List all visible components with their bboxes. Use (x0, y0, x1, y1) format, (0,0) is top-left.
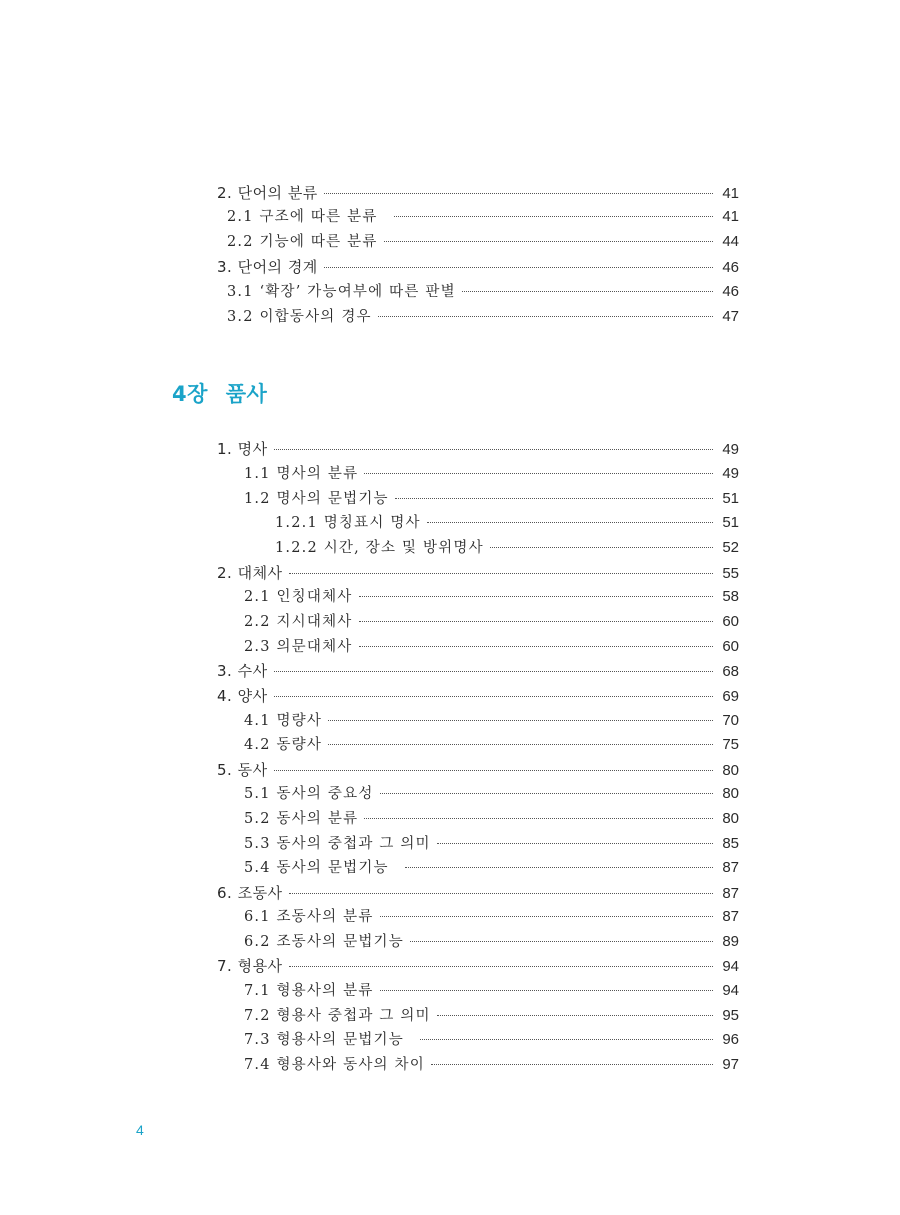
toc-entry-label: 3. 수사 (217, 662, 268, 680)
toc-entry-label: 2.1 구조에 따른 분류 (227, 209, 378, 225)
toc-entry-page: 60 (722, 613, 739, 630)
toc-entry-page: 41 (722, 208, 739, 225)
toc-entry[interactable] (227, 305, 739, 329)
toc-entry[interactable] (244, 585, 739, 609)
toc-entry[interactable] (217, 954, 739, 978)
toc-entry-label: 6.2 조동사의 문법기능 (244, 934, 404, 950)
dot-leader (490, 547, 713, 548)
dot-leader (359, 621, 713, 622)
dot-leader (274, 770, 713, 771)
dot-leader (410, 941, 713, 942)
toc-entry-page: 85 (722, 835, 739, 852)
dot-leader (289, 573, 713, 574)
dot-leader (395, 498, 713, 499)
dot-leader (437, 1015, 713, 1016)
toc-entry-label: 2.1 인칭대체사 (244, 589, 353, 605)
dot-leader (324, 267, 713, 268)
toc-entry-page: 87 (722, 885, 739, 902)
toc-entry-page: 60 (722, 638, 739, 655)
toc-entry-label: 4.2 동량사 (244, 737, 323, 753)
toc-entry-page: 97 (722, 1056, 739, 1073)
toc-entry[interactable] (227, 280, 739, 304)
dot-leader (420, 1039, 713, 1040)
toc-entry-label: 2. 대체사 (217, 564, 283, 582)
toc-entry-label: 5.2 동사의 분류 (244, 811, 359, 827)
toc-entry[interactable] (244, 487, 739, 511)
dot-leader (462, 291, 713, 292)
toc-entry[interactable] (217, 561, 739, 585)
toc-entry-page: 58 (722, 588, 739, 605)
dot-leader (274, 696, 713, 697)
toc-entry-label: 3.1 ‘확장’ 가능여부에 따른 판별 (227, 284, 456, 300)
toc-entry-label: 2.2 지시대체사 (244, 614, 353, 630)
toc-entry-page: 49 (722, 465, 739, 482)
toc-entry-page: 80 (722, 810, 739, 827)
toc-entry-label: 3. 단어의 경계 (217, 258, 318, 276)
toc-entry-label: 2.3 의문대체사 (244, 639, 353, 655)
dot-leader (364, 473, 713, 474)
dot-leader (359, 646, 713, 647)
toc-entry-page: 49 (722, 441, 739, 458)
toc-entry[interactable] (244, 807, 739, 831)
toc-entry-page: 41 (722, 185, 739, 202)
toc-entry-label: 6.1 조동사의 분류 (244, 909, 374, 925)
toc-entry-page: 46 (722, 283, 739, 300)
dot-leader (289, 966, 713, 967)
toc-entry[interactable] (244, 610, 739, 634)
toc-entry[interactable] (227, 205, 739, 229)
dot-leader (324, 193, 713, 194)
toc-entry[interactable] (244, 930, 739, 954)
toc-entry[interactable] (244, 1053, 739, 1077)
toc-entry-label: 1.2 명사의 문법기능 (244, 491, 389, 507)
toc-entry-page: 95 (722, 1007, 739, 1024)
toc-entry[interactable] (244, 1028, 739, 1052)
toc-entry-label: 1.2.2 시간, 장소 및 방위명사 (275, 540, 484, 556)
dot-leader (437, 843, 713, 844)
toc-entry-page: 80 (722, 762, 739, 779)
toc-entry-page: 70 (722, 712, 739, 729)
dot-leader (328, 744, 713, 745)
toc-entry-page: 89 (722, 933, 739, 950)
toc-entry[interactable] (217, 881, 739, 905)
toc-entry[interactable] (244, 635, 739, 659)
toc-entry[interactable] (244, 782, 739, 806)
chapter-title: 4장 품사 (172, 382, 268, 406)
dot-leader (274, 671, 713, 672)
dot-leader (380, 916, 713, 917)
toc-entry[interactable] (244, 856, 739, 880)
dot-leader (380, 793, 713, 794)
toc-entry-label: 5. 동사 (217, 761, 268, 779)
toc-entry[interactable] (244, 1004, 739, 1028)
dot-leader (380, 990, 713, 991)
toc-entry-page: 55 (722, 565, 739, 582)
dot-leader (405, 867, 713, 868)
dot-leader (384, 241, 713, 242)
toc-entry-label: 7.1 형용사의 분류 (244, 983, 374, 999)
toc-entry[interactable] (244, 733, 739, 757)
toc-entry[interactable] (217, 437, 739, 461)
toc-entry[interactable] (244, 905, 739, 929)
toc-entry[interactable] (217, 659, 739, 683)
dot-leader (289, 893, 713, 894)
toc-entry[interactable] (244, 709, 739, 733)
toc-entry-label: 1.2.1 명칭표시 명사 (275, 515, 421, 531)
dot-leader (364, 818, 713, 819)
toc-entry-label: 2.2 기능에 따른 분류 (227, 234, 378, 250)
toc-entry[interactable] (217, 684, 739, 708)
toc-entry[interactable] (275, 536, 739, 560)
toc-entry-label: 3.2 이합동사의 경우 (227, 309, 372, 325)
dot-leader (274, 449, 713, 450)
toc-entry-label: 7.4 형용사와 동사의 차이 (244, 1057, 425, 1073)
toc-entry[interactable] (244, 832, 739, 856)
toc-entry-page: 68 (722, 663, 739, 680)
toc-entry-label: 5.3 동사의 중첩과 그 의미 (244, 836, 431, 852)
toc-entry-label: 7.3 형용사의 문법기능 (244, 1032, 404, 1048)
toc-entry[interactable] (275, 511, 739, 535)
toc-entry-page: 96 (722, 1031, 739, 1048)
toc-entry[interactable] (217, 758, 739, 782)
toc-entry-page: 87 (722, 908, 739, 925)
toc-entry-page: 75 (722, 736, 739, 753)
toc-entry[interactable] (227, 230, 739, 254)
dot-leader (394, 216, 713, 217)
toc-entry-label: 1. 명사 (217, 440, 268, 458)
toc-entry-page: 51 (722, 514, 739, 531)
toc-entry-label: 7.2 형용사 중첩과 그 의미 (244, 1008, 431, 1024)
toc-entry-label: 5.1 동사의 중요성 (244, 786, 374, 802)
toc-entry[interactable] (217, 181, 739, 205)
toc-entry-label: 1.1 명사의 분류 (244, 466, 359, 482)
toc-entry-label: 6. 조동사 (217, 884, 283, 902)
dot-leader (431, 1064, 713, 1065)
toc-entry-page: 94 (722, 982, 739, 999)
toc-entry-label: 2. 단어의 분류 (217, 184, 318, 202)
toc-entry[interactable] (217, 255, 739, 279)
dot-leader (328, 720, 713, 721)
dot-leader (378, 316, 713, 317)
toc-entry-page: 69 (722, 688, 739, 705)
toc-entry-page: 47 (722, 308, 739, 325)
toc-entry-page: 44 (722, 233, 739, 250)
dot-leader (359, 596, 713, 597)
toc-entry-label: 7. 형용사 (217, 957, 283, 975)
dot-leader (427, 522, 713, 523)
toc-entry-page: 80 (722, 785, 739, 802)
toc-entry[interactable] (244, 462, 739, 486)
toc-entry-page: 94 (722, 958, 739, 975)
toc-entry-page: 87 (722, 859, 739, 876)
page-number: 4 (136, 1122, 144, 1138)
toc-entry-page: 52 (722, 539, 739, 556)
toc-entry-page: 51 (722, 490, 739, 507)
toc-entry-label: 4.1 명량사 (244, 713, 323, 729)
toc-entry-label: 5.4 동사의 문법기능 (244, 860, 389, 876)
toc-entry-label: 4. 양사 (217, 687, 268, 705)
toc-entry-page: 46 (722, 259, 739, 276)
toc-entry[interactable] (244, 979, 739, 1003)
